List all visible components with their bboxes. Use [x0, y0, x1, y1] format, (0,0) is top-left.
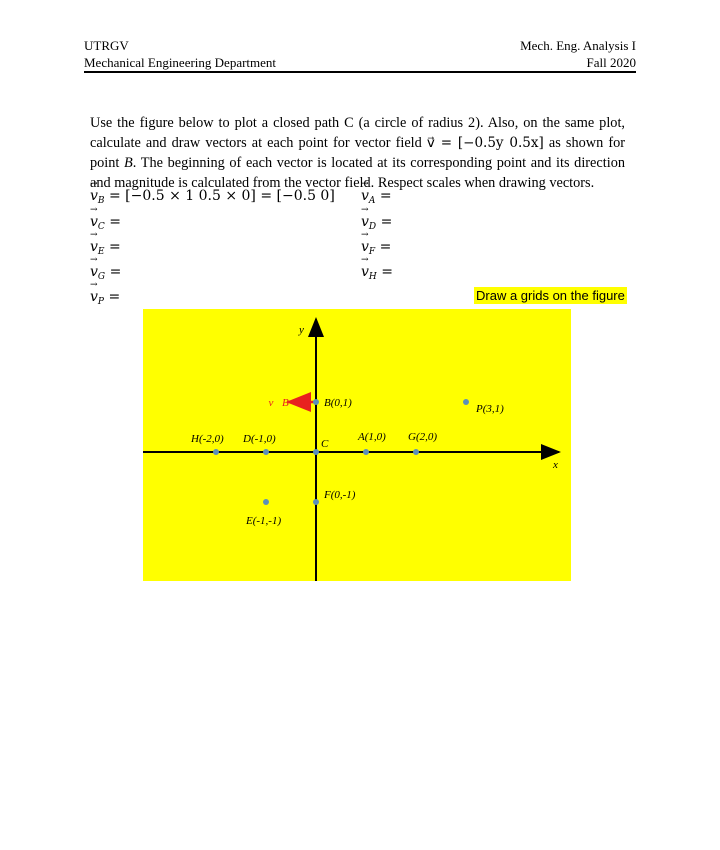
figure-svg — [143, 309, 571, 581]
header-institution: UTRGV — [84, 38, 129, 53]
header-term: Fall 2020 — [586, 55, 636, 70]
point-marker — [413, 449, 419, 455]
equation-vA: → $v_A$ = — [361, 188, 392, 204]
x-axis-label: x — [553, 459, 558, 471]
problem-text-2: as shown for point — [90, 135, 626, 171]
point-marker — [363, 449, 369, 455]
point-label: C — [321, 438, 329, 450]
header-divider — [84, 71, 636, 73]
point-label: P(3,1) — [476, 403, 504, 415]
point-label: H(-2,0) — [191, 433, 224, 445]
point-layer — [190, 397, 504, 527]
point-reference: B — [124, 155, 133, 171]
point-label: D(-1,0) — [243, 433, 276, 445]
equation-vB: → $v_B = [-0.5 \times 1$ 0.5 × 0] = [−0.5 0] — [90, 188, 335, 204]
problem-statement — [90, 113, 625, 193]
point-label: G(2,0) — [408, 431, 438, 443]
equation-vD: → $v_D$ = — [361, 214, 392, 230]
equation-vP: → $v_P$ = — [90, 289, 120, 305]
point-marker — [313, 499, 319, 505]
coordinate-figure — [143, 309, 571, 581]
point-label: A(1,0) — [358, 431, 386, 443]
equation-vC: → $v_C$ = — [90, 214, 121, 230]
field-expression: v⃗ = [−0.5y 0.5x] — [426, 135, 544, 151]
problem-text-3: . The beginning of each vector is located at its corresponding point and its direction and magnitude is calculated from the vector field. Respect scales when drawing vectors. — [90, 155, 625, 191]
vector-b-label: v⃗B — [268, 397, 289, 409]
vector-layer — [269, 397, 315, 409]
point-marker — [313, 399, 319, 405]
header-department: Mechanical Engineering Department — [84, 55, 277, 70]
equation-vH: → $v_H$ = — [361, 264, 393, 280]
equation-vG: → $v_G$ = — [90, 264, 121, 280]
equation-vE: → $v_E$ = — [90, 239, 121, 255]
point-label: B(0,1) — [324, 397, 352, 409]
point-marker — [263, 499, 269, 505]
point-marker — [213, 449, 219, 455]
instruction-highlight: Draw a grids on the figure — [476, 288, 625, 303]
point-marker — [313, 449, 319, 455]
header-course: Mech. Eng. Analysis I — [520, 38, 636, 53]
y-axis-label: y — [299, 324, 304, 336]
point-marker — [263, 449, 269, 455]
point-marker — [463, 399, 469, 405]
point-label: E(-1,-1) — [246, 515, 282, 527]
equation-vF: → $v_F$ = — [361, 239, 391, 255]
problem-text-1: Use the figure below to plot a closed path C (a circle of radius 2). Also, on the same plot, calculate and draw vectors at each point for vector field — [90, 115, 625, 151]
point-label: F(0,-1) — [324, 489, 356, 501]
